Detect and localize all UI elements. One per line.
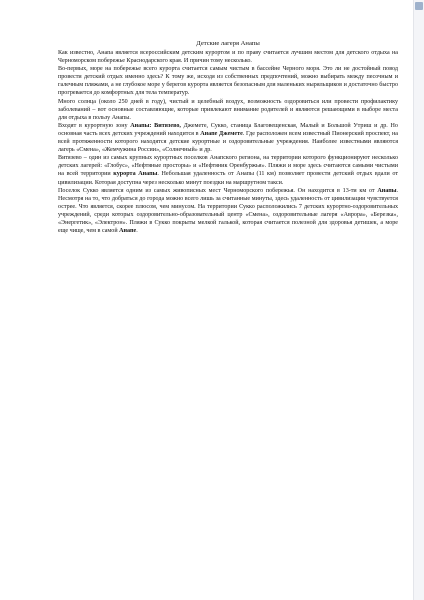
text-run: Поселок Сукко является одним из самых живописных мест Черноморского побережья. Он находится в 13-ти км от	[58, 187, 378, 194]
bold-text-run: курорта Анапы	[113, 171, 158, 178]
text-run: Много солнца (около 250 дней в году), чистый и целебный воздух, возможность оздоровиться или провести профилактику заболеваний – вот основные составляющие, которые привлекают внимание родителей и являются решающими в выборе места для отдыха в пользу Анапы.	[58, 98, 398, 121]
bold-text-run: Анапы	[377, 187, 397, 194]
text-run: . Где расположен всем известный Пионерский проспект, на всей протяженности которого находятся детские курортные и оздоровительные учреждения. Наиболее известными являются лагерь «Смена», «Жемчужина России», «Солнечный» и др.	[58, 130, 398, 154]
paragraph-4	[58, 122, 398, 154]
side-toolbar	[413, 0, 424, 600]
text-run: Входят в курортную зону	[58, 122, 131, 129]
bold-text-run: Анапы: Витязево,	[130, 122, 181, 129]
text-run: . Небольшая удаленность от Анапы (11 км) позволяет провести детский отдых вдали от цивилизации. Которая доступна через несколько минут поездки на маршрутном такси.	[58, 171, 398, 186]
document-body	[58, 49, 398, 235]
document-title: Детские лагеря Анапы	[196, 40, 260, 47]
viewer-logo-icon	[415, 2, 423, 10]
text-run: . Несмотря на то, что добраться до города можно всего лишь за считанные минуты, здесь удаленность от цивилизации чувствуется острее. Что является, скорее плюсом, чем минусом. На территории Сукко расположились 7 детских курортно-оздоровительных учреждений, среди которых оздоровительно-образовательный центр «Смена», оздоровительные лагеря «Аврора», «Березка», «Энергетик», «Электрон». Пляжи в Сукко покрыты мелкой галькой, которая считается полезной для здоровья детишек, а море еще чище, чем в самой	[58, 187, 398, 235]
side-watermark	[415, 14, 423, 414]
paragraph-3	[58, 98, 398, 122]
text-run: Витязево – один из самых крупных курортных поселков Анапского региона, на территории которого функционируют несколько детских лагерей: «Глобус», «Нефтяные просторы» и «Нефтяник Оренбуржья». Пляжи и море здесь считаются самыми чистыми на всей территории	[58, 155, 398, 178]
text-run: Джемете, Сукко, станица Благовещенская, Малый и Большой Утриш и др. Но основная часть всех детских учреждений находится в	[58, 122, 398, 137]
paragraph-1	[58, 49, 398, 65]
document-page	[58, 40, 398, 235]
paragraph-2	[58, 65, 398, 97]
text-run: Как известно, Анапа является всероссийским детским курортом и по праву считается лучшим местом для детского отдыха на Черноморском побережье Краснодарского края. И причин тому несколько.	[58, 50, 398, 65]
bold-text-run: Анапе Джемете	[200, 130, 243, 137]
paragraph-5	[58, 154, 398, 186]
text-run: Во-первых, море на побережье всего курорта считается самым чистым в бассейне Черного моря. Это ли не достойный повод провести детский отдых именно здесь? К тому же, исходя из собственных предпочтений, можно выбирать между песочным и галечным пляжами, а не глубокое море у берегов курорта является безопасным для маленьких ныряльщиков и достаточно быстро прогревается до комфортных для тела температур.	[58, 66, 398, 97]
text-run: .	[136, 228, 138, 235]
bold-text-run: Анапе	[119, 228, 137, 235]
paragraph-6	[58, 187, 398, 236]
